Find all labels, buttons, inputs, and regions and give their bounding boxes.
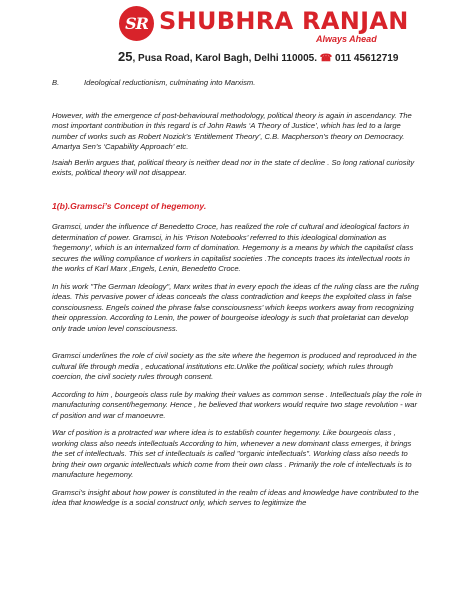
document-body — [52, 78, 422, 509]
address-text: , Pusa Road, Karol Bagh, Delhi 110005. — [132, 53, 317, 64]
page-header — [0, 0, 474, 70]
paragraph: According to him , bourgeois class rule by making their values as common sense . Intellectuals play the role in manufacturing consent/hegemony. Hence , he believed that workers would require two stage revolution - war cf position and war cf manoeuvre. — [52, 389, 422, 420]
paragraph: Gramsci, under the influence cf Benedetto Croce, has realized the role cf cultural and ideological factors in determination cf power. Gramsci, in his ‘Prison Notebooks’ referred to this ideological domination as ‘hegemony’, which is an internalized form cf domination. Hegemony is a means by which the capitalist class secures the willing compliance cf workers in capitalist societies .The concepts traces its intellectual roots in the works cf Karl Marx ,Engels, Lenin, Benedetto Croce. — [52, 222, 414, 273]
paragraph: Gramsci’s insight about how power is constituted in the realm cf ideas and knowledge have contributed to the idea that knowledge is a social construct only, which serves to legitimize the — [52, 487, 419, 507]
phone-icon: ☎ — [319, 53, 333, 64]
tagline: Always Ahead — [316, 34, 377, 44]
sr-logo-icon — [119, 6, 154, 41]
paragraph: However, with the emergence cf post-behavioural methodology, political theory is again in ascendancy. The most important contribution in this regard is cf John Rawls ‘A Theory of Justice’, which has led to a large number cf works such as Robert Nozick’s ‘Entitlement Theory’, C.B. Macpherson’s theory on Democracy. Amartya Sen’s ‘Capability Approach’ etc. — [52, 110, 412, 151]
paragraph: Isaiah Berlin argues that, political theory is neither dead nor in the state cf decline . So long rational curiosity exists, political theory will not disappear. — [52, 157, 415, 177]
paragraph: Gramsci underlines the role cf civil society as the site where the hegemon is produced and reproduced in the cultural life through media , educational institutions etc.Unlike the political society, which rules through coercion, the civil society rules through consent. — [52, 351, 417, 381]
address-line — [118, 49, 398, 64]
point-b — [52, 78, 422, 89]
section-heading: 1(b).Gramsci’s Concept of hegemony. — [52, 200, 207, 211]
logo-text: SR — [125, 14, 148, 33]
point-b-text: Ideological reductionism, culminating into Marxism. — [84, 78, 256, 87]
paragraph: War cf position is a protracted war where idea is to establish counter hegemony. Like bourgeois class , working class also needs intellectuals According to him, whenever a new dominant class emerges, it brings the set cf intellectuals. This set cf intellectuals is called "organic intellectuals". Working class also needs to bring their own organic intellectuals which come from their own class . Primarily the role cf intellectuals is to manufacture hegemony. — [52, 428, 412, 479]
brand-name: SHUBHRA RANJAN — [159, 7, 409, 35]
point-b-label: B. — [52, 78, 60, 87]
paragraph: In his work "The German Ideology", Marx writes that in every epoch the ideas cf the ruling class are the ruling ideas. This pervasive power cf ideas conceals the class contradiction and keeps the exploited class in false consciousness. Engels coined the phrase false consciousness’ which keeps workers away from recognizing their oppression. According to Lenin, the power of bourgeoise ideology is such that proletariat can develop only trade union level consciousness. — [52, 281, 419, 333]
phone-number: 011 45612719 — [335, 53, 399, 64]
address-number: 25 — [118, 49, 133, 64]
